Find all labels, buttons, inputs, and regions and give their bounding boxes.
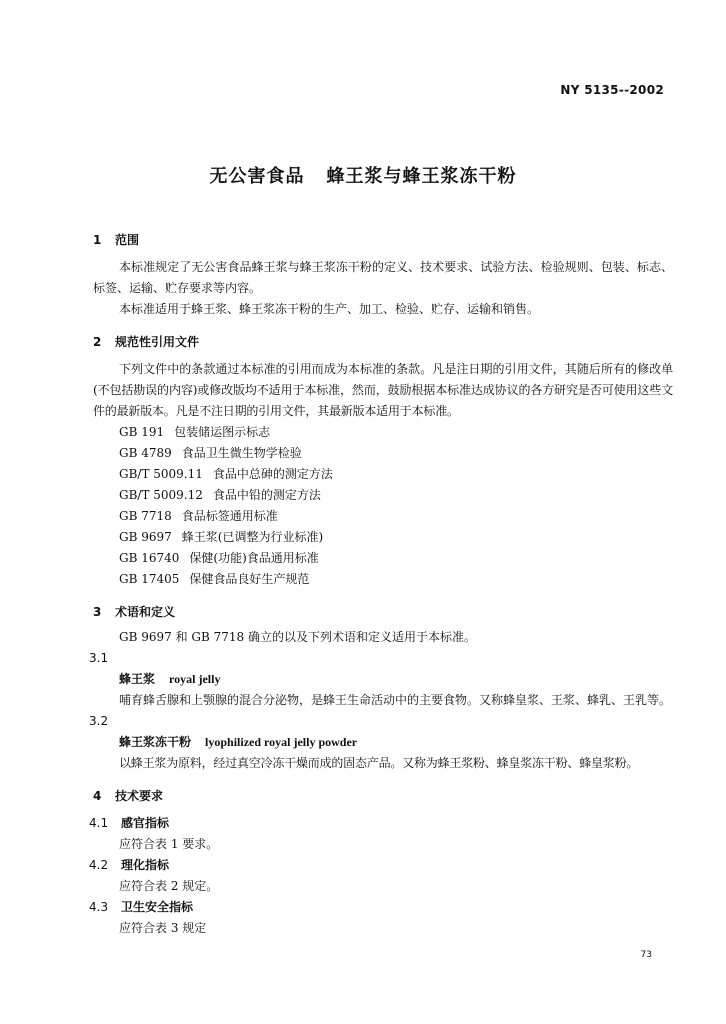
clause-3-2-number: 3.2 <box>89 714 109 728</box>
term-lyophilized-powder-definition: 以蜂王浆为原料，经过真空冷冻干燥而成的固态产品。又称为蜂王浆粉、蜂皇浆冻干粉、蜂皇浆粉。 <box>119 756 639 770</box>
reference-item: GB 4789 食品卫生微生物学检验 <box>119 446 302 460</box>
reference-item: GB 9697 蜂王浆(已调整为行业标准) <box>119 530 324 544</box>
term-royal-jelly-definition: 哺育蜂舌腺和上颚腺的混合分泌物，是蜂王生命活动中的主要食物。又称蜂皇浆、王浆、蜂乳、王乳等。 <box>119 693 672 707</box>
subclause-4-1: 4.1 感官指标 <box>89 816 170 830</box>
section-3-heading: 3 术语和定义 <box>93 605 176 619</box>
subclause-4-3-text: 应符合表 3 规定 <box>119 921 207 935</box>
reference-list <box>93 422 673 590</box>
reference-item: GB/T 5009.12 食品中铅的测定方法 <box>119 488 321 502</box>
document-body <box>89 224 673 939</box>
subclause-4-3: 4.3 卫生安全指标 <box>89 900 194 914</box>
reference-item: GB 16740 保健(功能)食品通用标准 <box>119 551 319 565</box>
reference-item: GB 17405 保健食品良好生产规范 <box>119 572 310 586</box>
title-part1: 无公害食品 <box>209 166 305 187</box>
section-2-paragraph-1: 下列文件中的条款通过本标准的引用而成为本标准的条款。凡是注日期的引用文件，其随后所有的修改单(不包括勘误的内容)或修改版均不适用于本标准，然而，鼓励根据本标准达成协议的各方研究是否可使用这些文件的最新版本。凡是不注日期的引用文件，其最新版本适用于本标准。 <box>93 362 673 418</box>
title-part2: 蜂王浆与蜂王浆冻干粉 <box>326 166 517 187</box>
section-2-heading: 2 规范性引用文件 <box>93 335 200 349</box>
subclause-4-2-text: 应符合表 2 规定。 <box>119 879 219 893</box>
document-title <box>0 162 726 188</box>
subclause-4-1-text: 应符合表 1 要求。 <box>119 837 219 851</box>
term-royal-jelly: 蜂王浆 royal jelly <box>119 672 221 686</box>
reference-item: GB 191 包装储运图示标志 <box>119 425 271 439</box>
standard-code: NY 5135--2002 <box>560 83 664 97</box>
page-number: 73 <box>640 950 652 960</box>
term-lyophilized-powder: 蜂王浆冻干粉 lyophilized royal jelly powder <box>119 735 358 749</box>
section-1-paragraph-1: 本标准规定了无公害食品蜂王浆与蜂王浆冻干粉的定义、技术要求、试验方法、检验规则、包装、标志、标签、运输、贮存要求等内容。 <box>93 260 673 295</box>
clause-3-1-number: 3.1 <box>89 651 109 665</box>
section-1-paragraph-2: 本标准适用于蜂王浆、蜂王浆冻干粉的生产、加工、检验、贮存、运输和销售。 <box>119 302 540 316</box>
reference-item: GB 7718 食品标签通用标准 <box>119 509 278 523</box>
reference-item: GB/T 5009.11 食品中总砷的测定方法 <box>119 467 333 481</box>
section-3-paragraph-1: GB 9697 和 GB 7718 确立的以及下列术语和定义适用于本标准。 <box>119 630 476 644</box>
section-4-heading: 4 技术要求 <box>93 789 164 803</box>
subclause-4-2: 4.2 理化指标 <box>89 858 170 872</box>
section-1-heading: 1 范围 <box>93 233 140 247</box>
